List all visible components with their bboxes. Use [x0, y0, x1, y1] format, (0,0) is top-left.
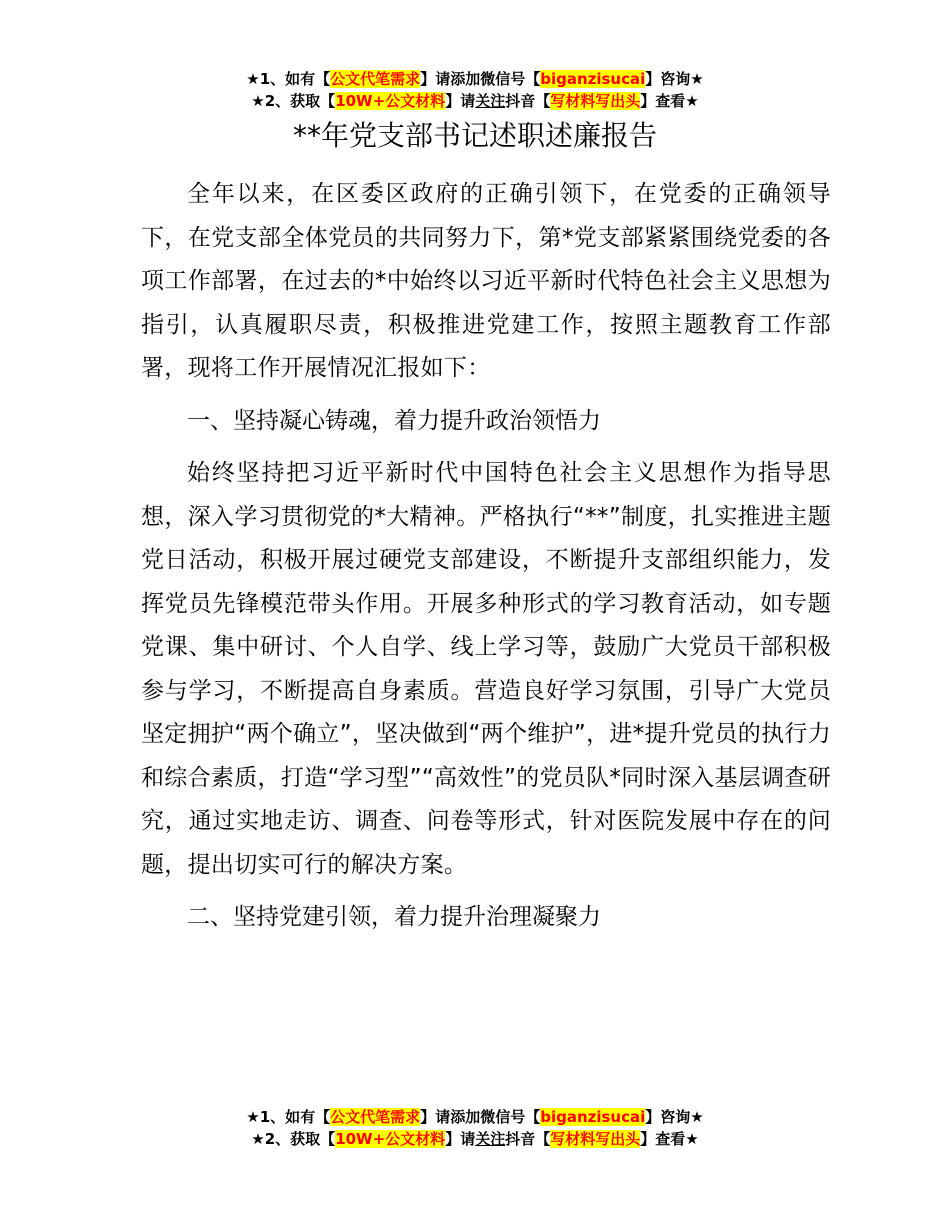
intro-paragraph: 全年以来，在区委区政府的正确引领下，在党委的正确领导下，在党支部全体党员的共同努力下，第*党支部紧紧围绕党委的各项工作部署，在过去的*中始终以习近平新时代特色社会主义思想为指引，认真履职尽责，积极推进党建工作，按照主题教育工作部署，现将工作开展情况汇报如下： — [141, 181, 831, 381]
promo-text: 】查看★ — [640, 1130, 699, 1148]
promo-text: 】请添加微信号【 — [420, 1108, 541, 1126]
promo-text: ★2、获取【 — [251, 92, 336, 110]
promo-text: 抖音【 — [505, 92, 551, 110]
promo-line-2 — [0, 1128, 950, 1150]
wechat-id: biganzisucai — [540, 1108, 646, 1126]
document-body — [141, 173, 831, 940]
promo-highlight: 10W+公文材料 — [335, 92, 446, 110]
section-1-heading: 一、坚持凝心铸魂，着力提升政治领悟力 — [187, 407, 601, 434]
section-2-heading: 二、坚持党建引领，着力提升治理凝聚力 — [187, 904, 601, 930]
promo-highlight: 公文代笔需求 — [330, 1108, 421, 1126]
promo-text: 】请 — [445, 1130, 476, 1148]
promo-text: 】查看★ — [640, 92, 699, 110]
promo-underlined: 关注 — [475, 1130, 506, 1148]
promo-underlined: 关注 — [475, 92, 506, 110]
promo-text: 】请 — [445, 92, 476, 110]
promo-highlight: 公文代笔需求 — [330, 70, 421, 88]
promo-highlight: 10W+公文材料 — [335, 1130, 446, 1148]
douyin-account: 写材料写出头 — [550, 92, 641, 110]
douyin-account: 写材料写出头 — [550, 1130, 641, 1148]
promo-text: 】咨询★ — [645, 70, 704, 88]
promo-text: ★1、如有【 — [246, 70, 331, 88]
wechat-id: biganzisucai — [540, 70, 646, 88]
promo-text: 】请添加微信号【 — [420, 70, 541, 88]
document-title: **年党支部书记述职述廉报告 — [292, 119, 657, 152]
promo-line-2 — [0, 90, 950, 112]
promo-text: ★2、获取【 — [251, 1130, 336, 1148]
promo-text: 】咨询★ — [645, 1108, 704, 1126]
promo-line-1 — [0, 68, 950, 90]
promo-banner-top — [0, 68, 950, 112]
section-1-paragraph: 始终坚持把习近平新时代中国特色社会主义思想作为指导思想，深入学习贯彻党的*大精神。严格执行“**”制度，扎实推进主题党日活动，积极开展过硬党支部建设，不断提升支部组织能力，发挥党员先锋模范带头作用。开展多种形式的学习教育活动，如专题党课、集中研讨、个人自学、线上学习等，鼓励广大党员干部积极参与学习，不断提高自身素质。营造良好学习氛围，引导广大党员坚定拥护“两个确立”，坚决做到“两个维护”，进*提升党员的执行力和综合素质，打造“学习型”“高效性”的党员队*同时深入基层调查研究，通过实地走访、调查、问卷等形式，针对医院发展中存在的问题，提出切实可行的解决方案。 — [141, 460, 831, 878]
promo-banner-bottom — [0, 1106, 950, 1150]
promo-text: ★1、如有【 — [246, 1108, 331, 1126]
promo-text: 抖音【 — [505, 1130, 551, 1148]
promo-line-1 — [0, 1106, 950, 1128]
